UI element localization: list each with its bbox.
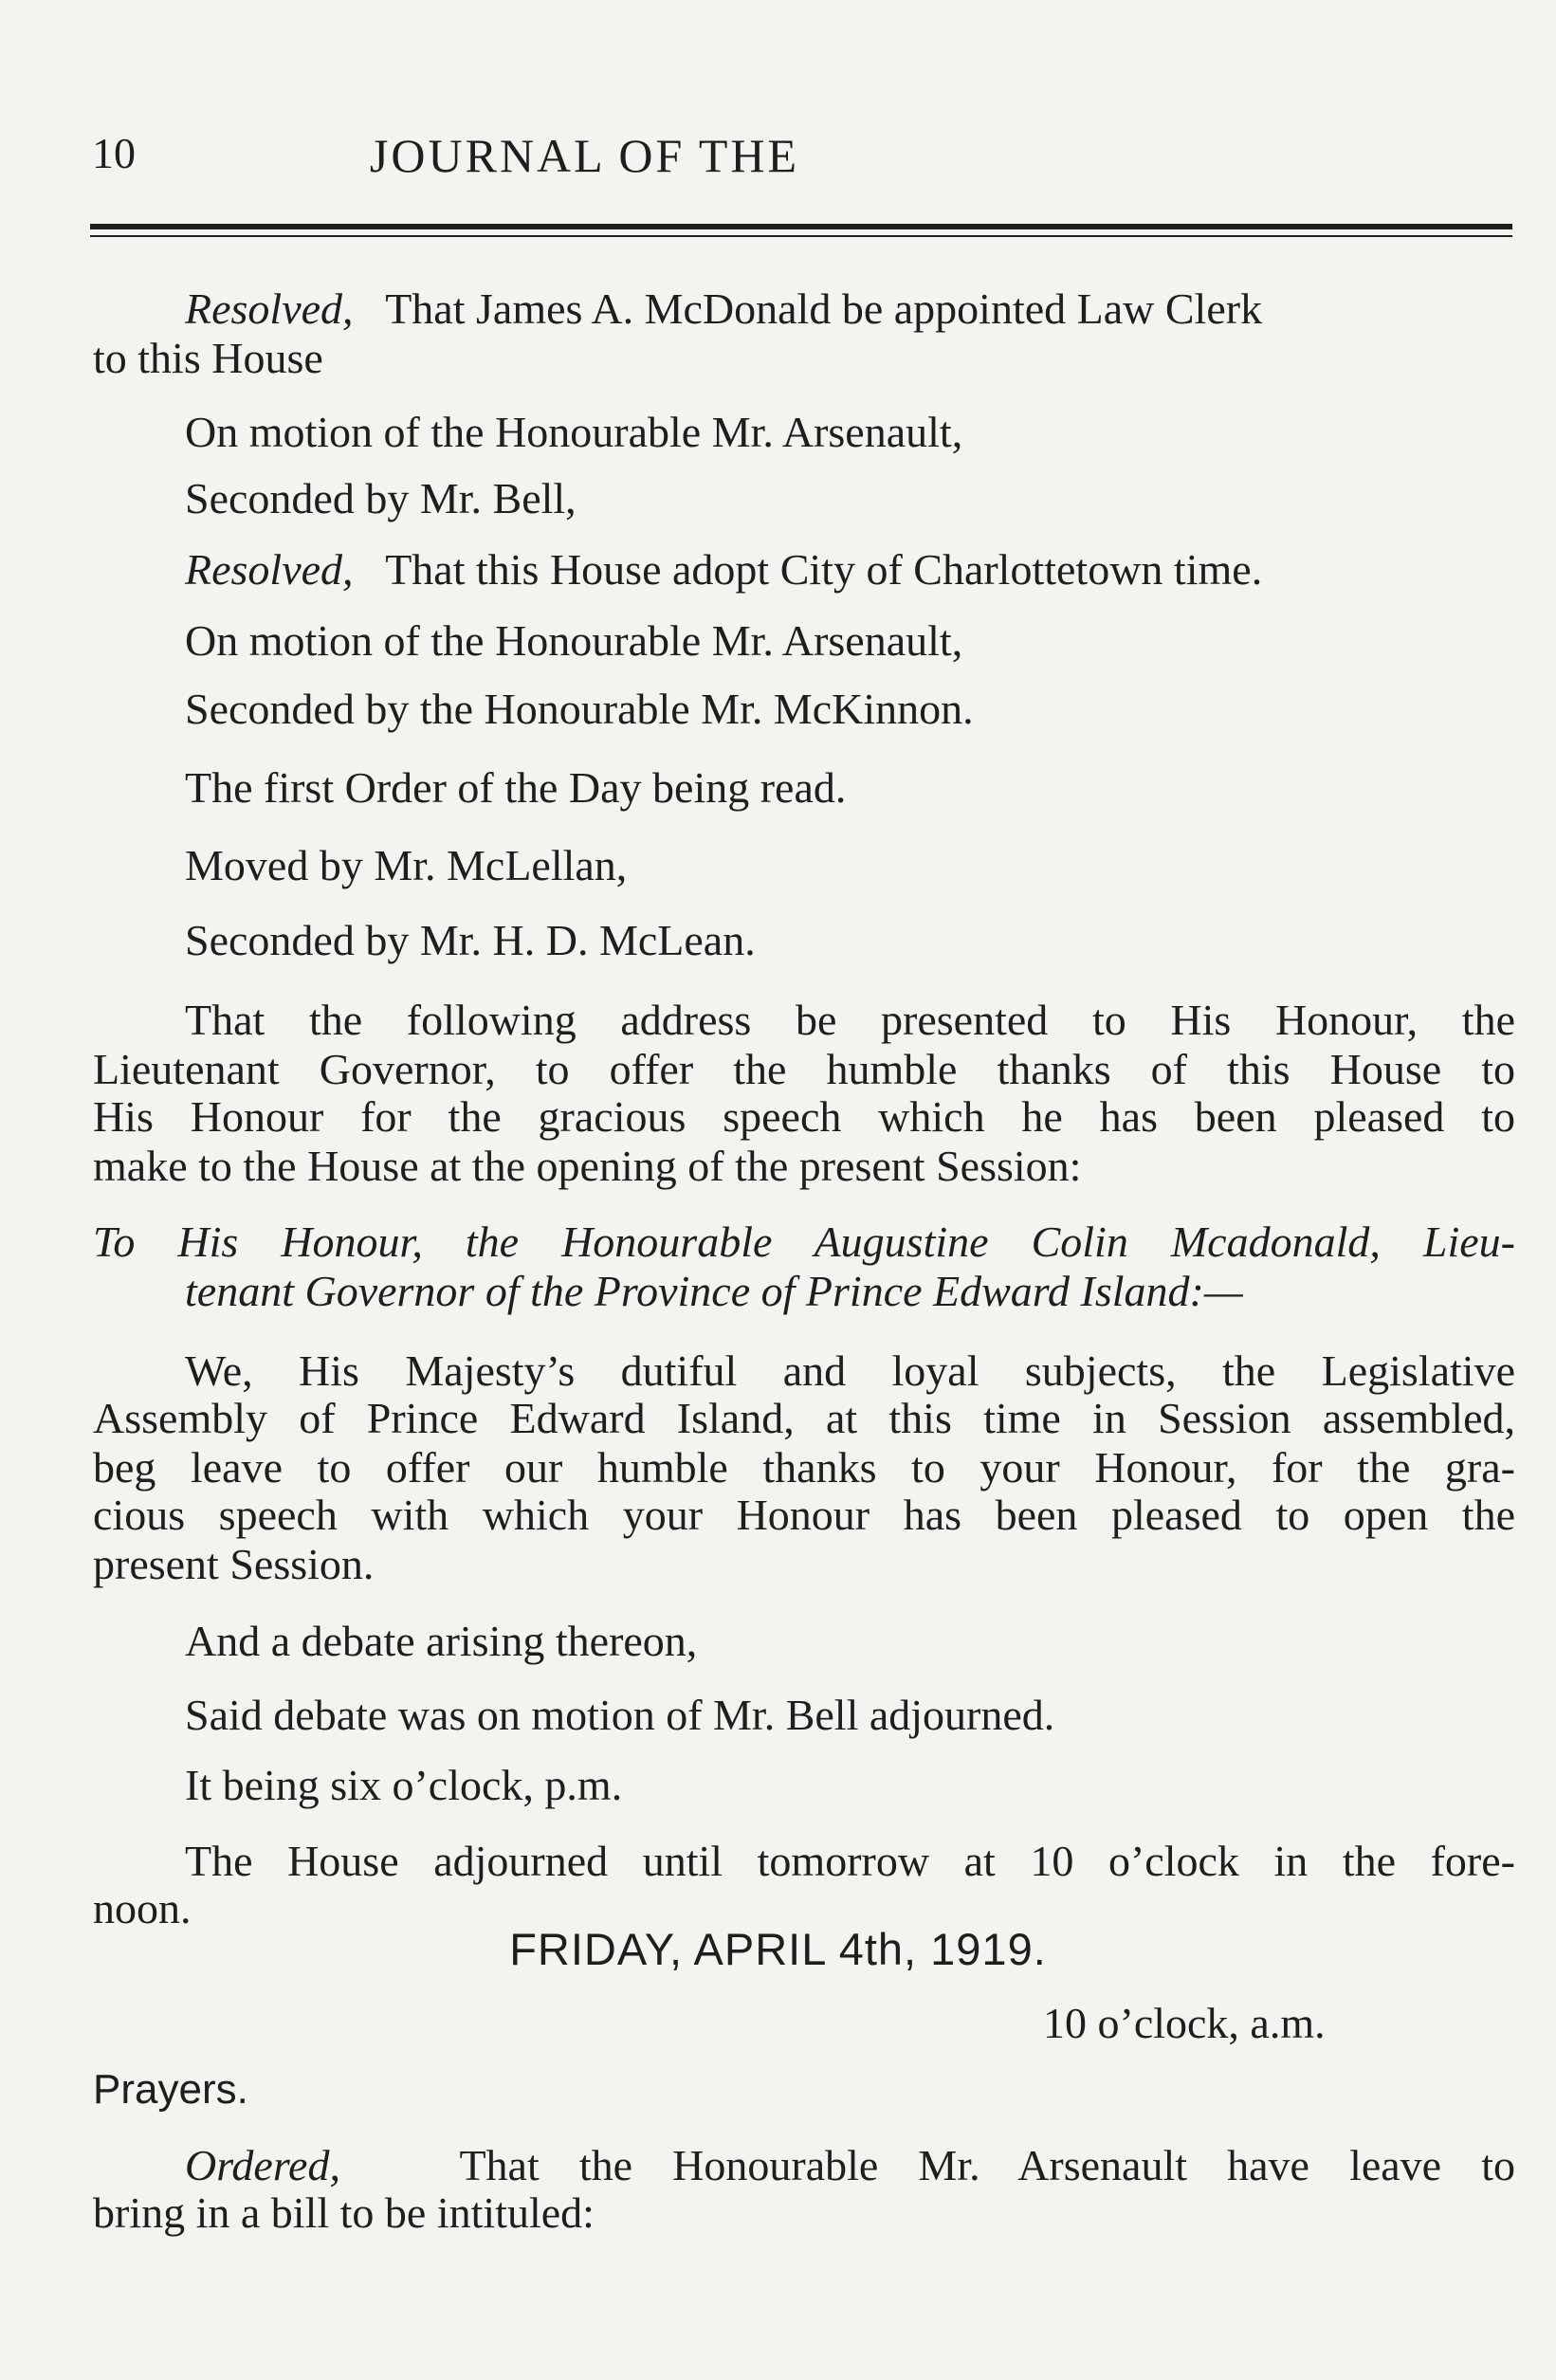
running-title: JOURNAL OF THE xyxy=(369,129,800,182)
house-adjourned-line-1: The House adjourned until tomorrow at 10 o’clock in the fore- xyxy=(185,1837,1515,1885)
resolution-law-clerk: Resolved, That James A. McDonald be appointed Law Clerk xyxy=(185,284,1263,333)
resolution-time: Resolved, That this House adopt City of Charlottetown time. xyxy=(185,545,1263,594)
house-adjourned-line-2: noon. xyxy=(93,1884,192,1932)
motion-line-2: On motion of the Honourable Mr. Arsenault, xyxy=(185,616,963,665)
ordered-line-1: Ordered, That the Honourable Mr. Arsenault have leave to xyxy=(185,2141,1515,2189)
day-heading: FRIDAY, APRIL 4th, 1919. xyxy=(509,1924,1047,1974)
salutation-line-1: To His Honour, the Honourable Augustine Colin Mcadonald, Lieu- xyxy=(93,1217,1515,1266)
reply-line-2: Assembly of Prince Edward Island, at this time in Session assembled, xyxy=(93,1394,1515,1442)
seconded-line-1: Seconded by Mr. Bell, xyxy=(185,474,577,522)
ordered-line-2: bring in a bill to be intituled: xyxy=(93,2188,595,2237)
time-line: 10 o’clock, a.m. xyxy=(1043,1999,1326,2047)
header-rule-thick xyxy=(90,224,1512,229)
motion-line-1: On motion of the Honourable Mr. Arsenault, xyxy=(185,408,963,456)
header-rule-thin xyxy=(90,235,1512,237)
moved-by: Moved by Mr. McLellan, xyxy=(185,841,628,889)
address-line-1: That the following address be presented to His Honour, the xyxy=(185,996,1515,1044)
address-line-2: Lieutenant Governor, to offer the humble thanks of this House to xyxy=(93,1045,1515,1093)
address-line-4: make to the House at the opening of the present Session: xyxy=(93,1142,1082,1190)
seconded-line-3: Seconded by Mr. H. D. McLean. xyxy=(185,916,756,964)
reply-line-5: present Session. xyxy=(93,1540,375,1588)
order-of-day: The first Order of the Day being read. xyxy=(185,763,847,812)
resolution-law-clerk-cont: to this House xyxy=(93,334,323,382)
reply-line-1: We, His Majesty’s dutiful and loyal subjects, the Legislative xyxy=(185,1346,1515,1395)
debate-line: And a debate arising thereon, xyxy=(185,1617,698,1665)
reply-line-3: beg leave to offer our humble thanks to your Honour, for the gra- xyxy=(93,1443,1515,1492)
address-line-3: His Honour for the gracious speech which he has been pleased to xyxy=(93,1092,1515,1141)
page-number: 10 xyxy=(92,129,136,177)
seconded-line-2: Seconded by the Honourable Mr. McKinnon. xyxy=(185,685,974,733)
salutation-line-2: tenant Governor of the Province of Prince Edward Island:— xyxy=(185,1267,1243,1315)
six-oclock-line: It being six o’clock, p.m. xyxy=(185,1761,623,1809)
reply-line-4: cious speech with which your Honour has been pleased to open the xyxy=(93,1491,1515,1539)
adjourned-line: Said debate was on motion of Mr. Bell adjourned. xyxy=(185,1691,1055,1739)
prayers-line: Prayers. xyxy=(93,2066,248,2113)
